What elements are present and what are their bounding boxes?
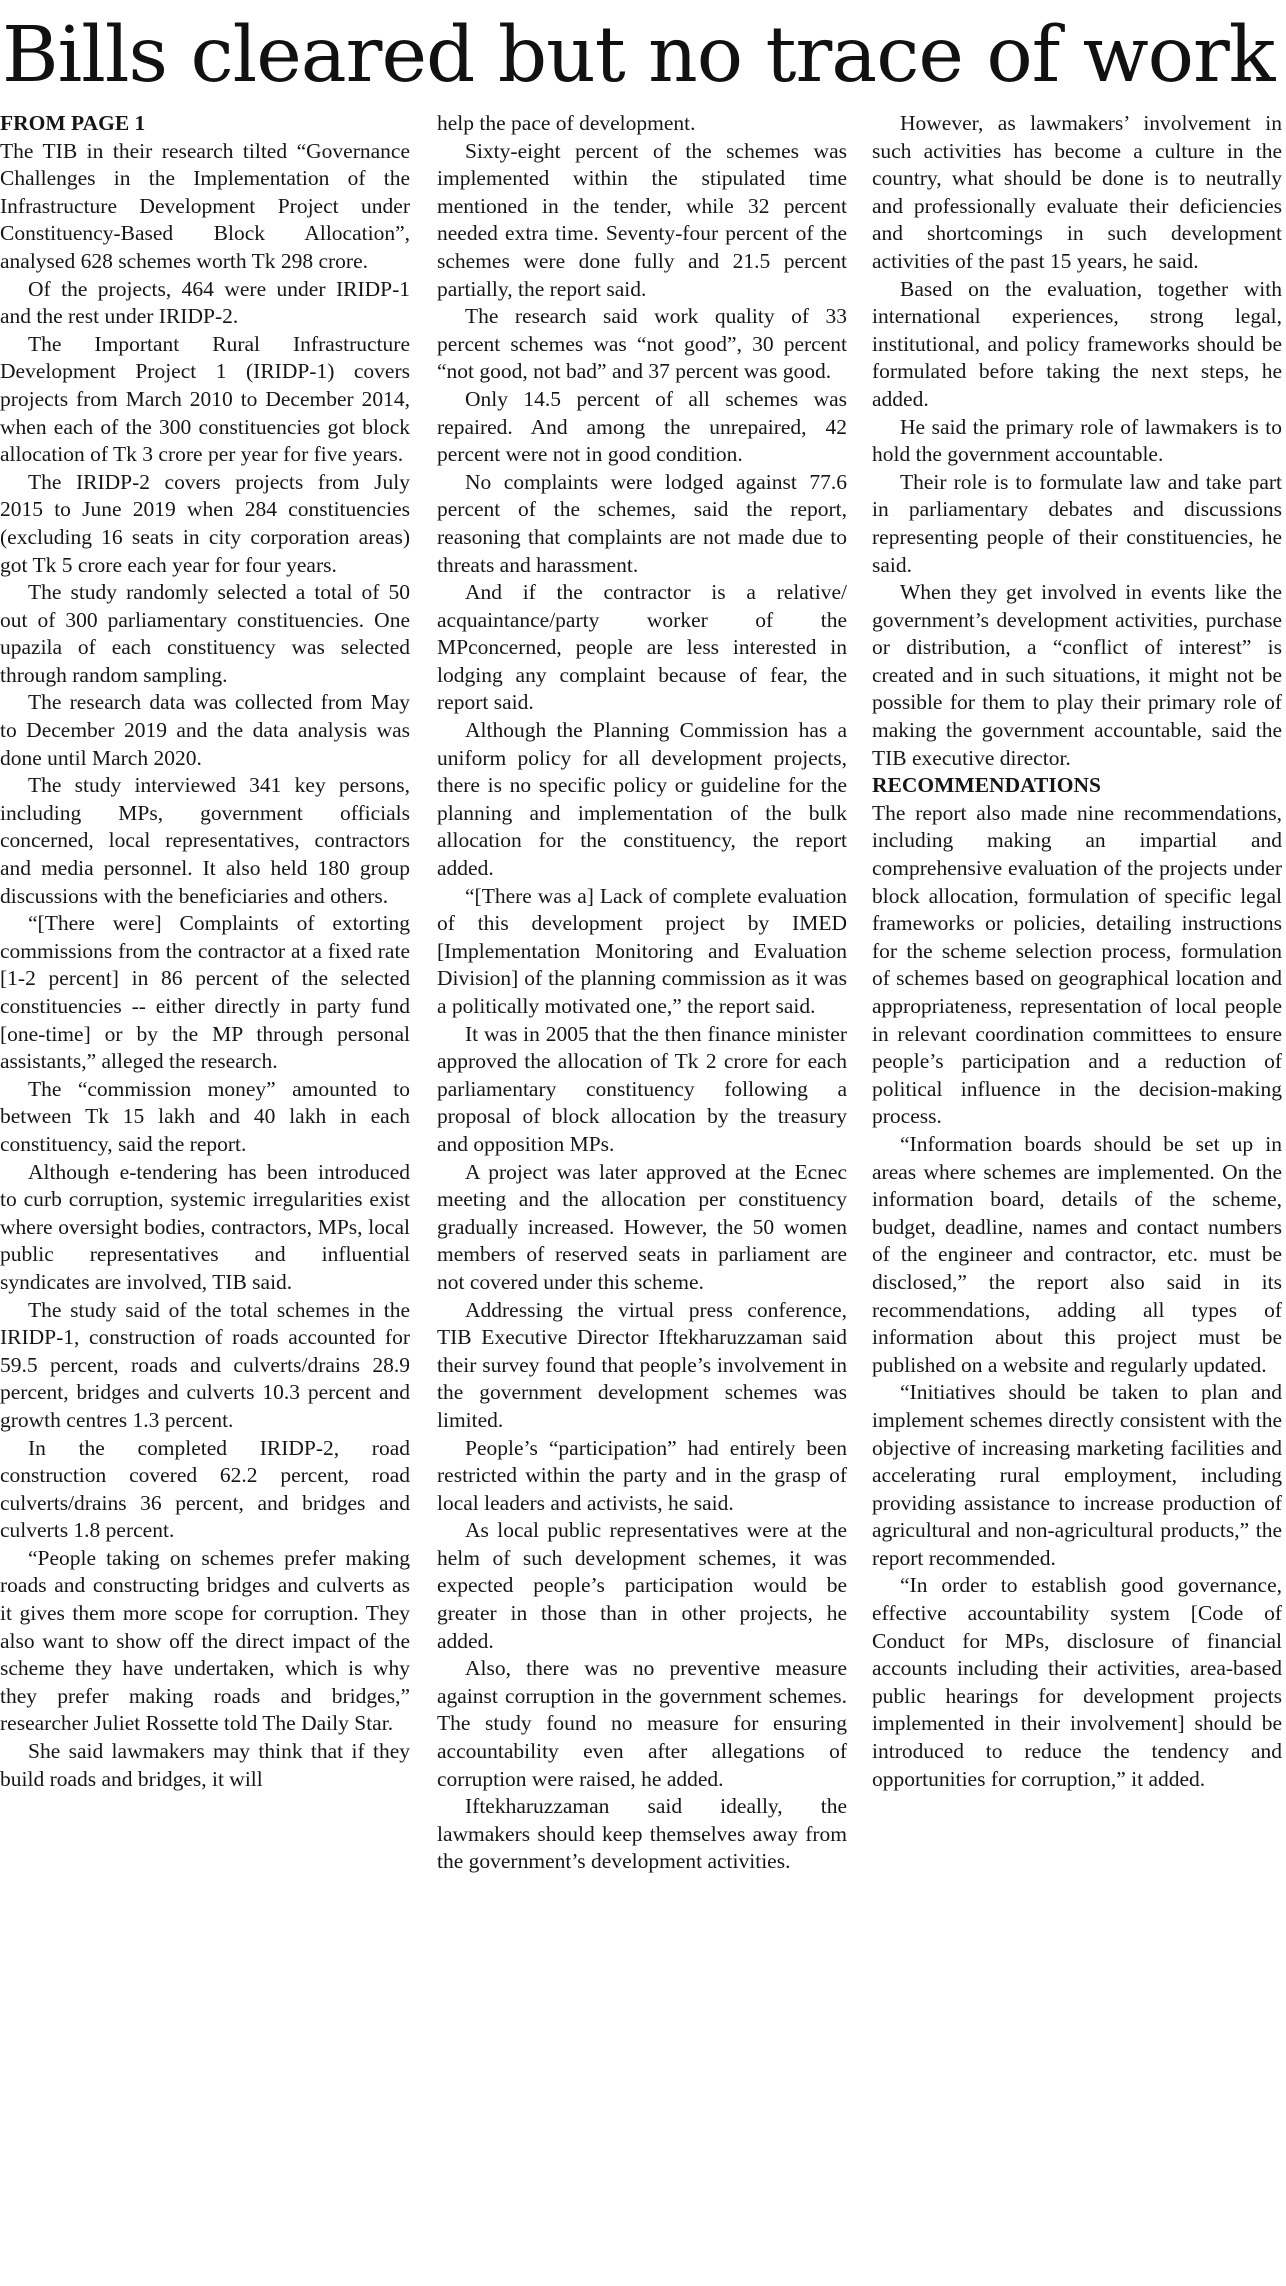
paragraph: Addressing the virtual press conference, TIB Executive Director Iftekharuzzaman said their survey found that people’s involvement in the government development schemes was limited. — [437, 1297, 847, 1432]
paragraph: “In order to establish good governance, effective accountability system [Code of Conduct for MPs, disclosure of financial accounts including their activities, area-based public hearings for development projects implemented in their involvement] should be introduced to reduce the tendency and opportunities for corruption,” it added. — [872, 1573, 1282, 1791]
paragraph: “People taking on schemes prefer making roads and constructing bridges and culverts as it gives them more scope for corruption. They also want to show off the direct impact of the scheme they have undertaken, which is why they prefer making roads and bridges,” researcher Juliet Rossette told The Daily Star. — [0, 1545, 410, 1736]
headline: Bills cleared but no trace of work — [2, 11, 1275, 100]
paragraph: She said lawmakers may think that if they build roads and bridges, it will — [0, 1739, 410, 1791]
paragraph: It was in 2005 that the then finance minister approved the allocation of Tk 2 crore for each parliamentary constituency following a proposal of block allocation by the treasury and opposition MPs. — [437, 1021, 847, 1156]
paragraph: He said the primary role of lawmakers is to hold the government accountable. — [872, 414, 1282, 467]
column-3 — [872, 110, 1282, 2280]
column-1 — [0, 110, 410, 2280]
paragraph: The study interviewed 341 key persons, including MPs, government officials concerned, local representatives, contractors and media personnel. It also held 180 group discussions with the beneficiaries and others. — [0, 773, 410, 908]
paragraph: Also, there was no preventive measure against corruption in the government schemes. The study found no measure for ensuring accountability even after allegations of corruption were raised, he added. — [437, 1656, 847, 1791]
paragraph: In the completed IRIDP-2, road construction covered 62.2 percent, road culverts/drains 36 percent, and bridges and culverts 1.8 percent. — [0, 1435, 410, 1543]
paragraph: A project was later approved at the Ecnec meeting and the allocation per constituency gradually increased. However, the 50 women members of reserved seats in parliament are not covered under this scheme. — [437, 1159, 847, 1294]
paragraph: Iftekharuzzaman said ideally, the lawmakers should keep themselves away from the government’s development activities. — [437, 1794, 847, 1874]
paragraph: The TIB in their research tilted “Governance Challenges in the Implementation of the Infrastructure Development Project under Constituency-Based Block Allocation”, analysed 628 schemes worth Tk 298 crore. — [0, 138, 410, 273]
paragraph: The study said of the total schemes in the IRIDP-1, construction of roads accounted for 59.5 percent, roads and culverts/drains 28.9 percent, bridges and culverts 10.3 percent and growth centres 1.3 percent. — [0, 1297, 410, 1432]
paragraph: Of the projects, 464 were under IRIDP-1 and the rest under IRIDP-2. — [0, 276, 410, 329]
paragraph: “Initiatives should be taken to plan and implement schemes directly consistent with the objective of increasing marketing facilities and accelerating rural employment, including providing assistance to increase production of agricultural and non-agricultural products,” the report recommended. — [872, 1380, 1282, 1570]
paragraph: People’s “participation” had entirely been restricted within the party and in the grasp of local leaders and activists, he said. — [437, 1435, 847, 1515]
paragraph: Sixty-eight percent of the schemes was implemented within the stipulated time mentioned in the tender, while 32 percent needed extra time. Seventy-four percent of the schemes were done fully and 21.5 percent partially, the report said. — [437, 138, 847, 301]
paragraph: “Information boards should be set up in areas where schemes are implemented. On the information board, details of the scheme, budget, deadline, names and contact numbers of the engineer and contractor, etc. must be disclosed,” the report also said in its recommendations, adding all types of information about this project must be published on a website and regularly updated. — [872, 1131, 1282, 1377]
paragraph: The IRIDP-2 covers projects from July 2015 to June 2019 when 284 constituencies (excluding 16 seats in city corporation areas) got Tk 5 crore each year for four years. — [0, 469, 410, 577]
paragraph: And if the contractor is a relative/ acquaintance/party worker of the MPconcerned, people are less interested in lodging any complaint because of fear, the report said. — [437, 580, 847, 715]
paragraph: Although e-tendering has been introduced to curb corruption, systemic irregularities exist where oversight bodies, contractors, MPs, local public representatives and influential syndicates are involved, TIB said. — [0, 1159, 410, 1294]
paragraph: Although the Planning Commission has a uniform policy for all development projects, there is no specific policy or guideline for the planning and implementation of the bulk allocation for the constituency, the report added. — [437, 718, 847, 881]
paragraph: The research said work quality of 33 percent schemes was “not good”, 30 percent “not good, not bad” and 37 percent was good. — [437, 304, 847, 384]
paragraph: “[There was a] Lack of complete evaluation of this development project by IMED [Implementation Monitoring and Evaluation Division] of the planning commission as it was a politically motivated one,” the report said. — [437, 883, 847, 1018]
paragraph: Based on the evaluation, together with international experiences, strong legal, institutional, and policy frameworks should be formulated before taking the next steps, he added. — [872, 276, 1282, 411]
paragraph: The “commission money” amounted to between Tk 15 lakh and 40 lakh in each constituency, said the report. — [0, 1076, 410, 1156]
paragraph: “[There were] Complaints of extorting commissions from the contractor at a fixed rate [1-2 percent] in 86 percent of the selected constituencies -- either directly in party fund [one-time] or by the MP through personal assistants,” alleged the research. — [0, 911, 410, 1074]
paragraph: help the pace of development. — [437, 111, 696, 135]
paragraph: The Important Rural Infrastructure Development Project 1 (IRIDP-1) covers projects from March 2010 to December 2014, when each of the 300 constituencies got block allocation of Tk 3 crore per year for five years. — [0, 331, 410, 467]
paragraph: As local public representatives were at the helm of such development schemes, it was expected people’s participation would be greater in those than in other projects, he added. — [437, 1518, 847, 1653]
paragraph: However, as lawmakers’ involvement in such activities has become a culture in the country, what should be done is to neutrally and professionally evaluate their deficiencies and shortcomings in such development activities of the past 15 years, he said. — [872, 111, 1282, 273]
column-2 — [437, 110, 847, 2280]
paragraph: The study randomly selected a total of 50 out of 300 parliamentary constituencies. One upazila of each constituency was selected through random sampling. — [0, 580, 410, 687]
paragraph: When they get involved in events like the government’s development activities, purchase or distribution, a “conflict of interest” is created and in such situations, it might not be possible for them to play their primary role of making the government accountable, said the TIB executive director. — [872, 580, 1282, 770]
paragraph: Their role is to formulate law and take part in parliamentary debates and discussions representing people of their constituencies, he said. — [872, 469, 1282, 577]
section-heading: RECOMMENDATIONS — [872, 773, 1101, 798]
paragraph: Only 14.5 percent of all schemes was repaired. And among the unrepaired, 42 percent were not in good condition. — [437, 386, 847, 467]
paragraph: The research data was collected from May to December 2019 and the data analysis was done until March 2020. — [0, 690, 410, 770]
paragraph: No complaints were lodged against 77.6 percent of the schemes, said the report, reasoning that complaints are not made due to threats and harassment. — [437, 469, 847, 577]
jump-label: FROM PAGE 1 — [0, 111, 146, 135]
paragraph: The report also made nine recommendations, including making an impartial and comprehensive evaluation of the projects under block allocation, formulation of specific legal frameworks or policies, detailing instructions for the scheme selection process, formulation of schemes based on geographical location and appropriateness, representation of local people in relevant coordination committees to ensure people’s participation and a reduction of political influence in the decision-making process. — [872, 800, 1282, 1129]
